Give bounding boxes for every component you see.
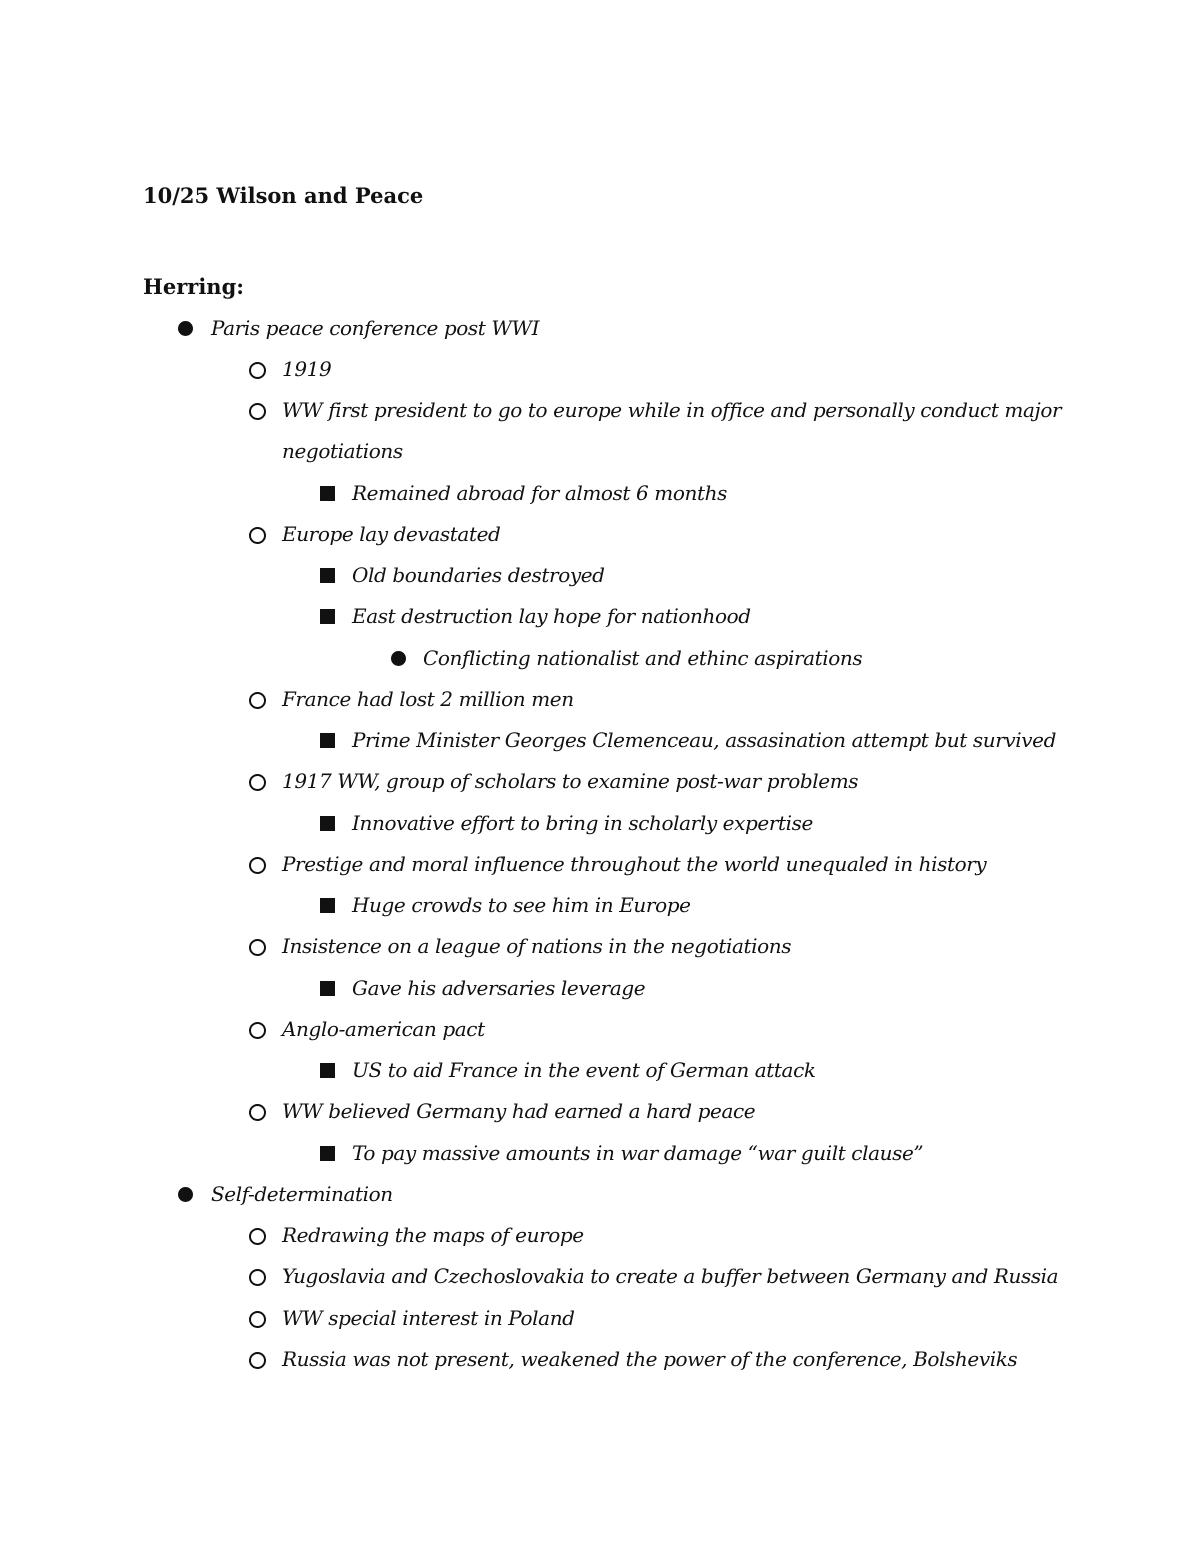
- section-heading: Herring:: [143, 274, 245, 299]
- list-item-text: Gave his adversaries leverage: [352, 976, 646, 1000]
- square-bullet-icon: [320, 486, 335, 501]
- list-item: [0, 725, 1200, 755]
- page-title: 10/25 Wilson and Peace: [143, 183, 424, 208]
- list-item-text: Conflicting nationalist and ethinc aspirations: [423, 646, 863, 670]
- square-bullet-icon: [320, 733, 335, 748]
- list-item: [0, 560, 1200, 590]
- hollow-circle-bullet-icon: [249, 527, 266, 544]
- list-item-text: Anglo-american pact: [282, 1017, 485, 1041]
- hollow-circle-bullet-icon: [249, 362, 266, 379]
- square-bullet-icon: [320, 898, 335, 913]
- list-item-text: Prime Minister Georges Clemenceau, assasination attempt but survived: [352, 728, 1056, 752]
- square-bullet-icon: [320, 1063, 335, 1078]
- square-bullet-icon: [320, 816, 335, 831]
- list-item-text: Remained abroad for almost 6 months: [352, 481, 727, 505]
- list-item: [0, 643, 1200, 673]
- list-item: [0, 313, 1200, 343]
- list-item-text: East destruction lay hope for nationhood: [352, 604, 751, 628]
- list-item-text: Europe lay devastated: [282, 522, 501, 546]
- list-item-text: Old boundaries destroyed: [352, 563, 605, 587]
- hollow-circle-bullet-icon: [249, 1352, 266, 1369]
- filled-circle-bullet-icon: [178, 321, 193, 336]
- filled-circle-bullet-icon: [391, 651, 406, 666]
- list-item: [0, 1014, 1200, 1044]
- list-item-text: 1917 WW, group of scholars to examine post-war problems: [282, 769, 859, 793]
- list-item-text: Innovative effort to bring in scholarly expertise: [352, 811, 813, 835]
- list-item-text: US to aid France in the event of German attack: [352, 1058, 816, 1082]
- hollow-circle-bullet-icon: [249, 939, 266, 956]
- hollow-circle-bullet-icon: [249, 774, 266, 791]
- list-item: [0, 354, 1200, 384]
- square-bullet-icon: [320, 609, 335, 624]
- list-item-text: Yugoslavia and Czechoslovakia to create a buffer between Germany and Russia: [282, 1264, 1059, 1288]
- hollow-circle-bullet-icon: [249, 403, 266, 420]
- list-item-continuation: negotiations: [282, 439, 403, 463]
- list-item: [0, 1055, 1200, 1085]
- hollow-circle-bullet-icon: [249, 1022, 266, 1039]
- list-item: [0, 478, 1200, 508]
- list-item-text: 1919: [282, 357, 332, 381]
- list-item-text: To pay massive amounts in war damage “war guilt clause”: [352, 1141, 924, 1165]
- filled-circle-bullet-icon: [178, 1187, 193, 1202]
- list-item: [0, 808, 1200, 838]
- list-item-text: WW believed Germany had earned a hard peace: [282, 1099, 756, 1123]
- list-item: [0, 849, 1200, 879]
- list-item: [0, 1179, 1200, 1209]
- square-bullet-icon: [320, 568, 335, 583]
- list-item: [0, 1261, 1200, 1291]
- list-item: [0, 684, 1200, 714]
- hollow-circle-bullet-icon: [249, 1104, 266, 1121]
- list-item-text: Prestige and moral influence throughout the world unequaled in history: [282, 852, 987, 876]
- list-item-text: Redrawing the maps of europe: [282, 1223, 584, 1247]
- list-item-text: Insistence on a league of nations in the negotiations: [282, 934, 792, 958]
- list-item: [0, 601, 1200, 631]
- list-item-text: Paris peace conference post WWI: [211, 316, 540, 340]
- list-item: [0, 890, 1200, 920]
- square-bullet-icon: [320, 981, 335, 996]
- list-item: [0, 766, 1200, 796]
- hollow-circle-bullet-icon: [249, 1269, 266, 1286]
- list-item-text: France had lost 2 million men: [282, 687, 574, 711]
- list-item: [0, 1344, 1200, 1374]
- list-item: [0, 519, 1200, 549]
- list-item-text: Self-determination: [211, 1182, 393, 1206]
- list-item: [0, 395, 1200, 425]
- hollow-circle-bullet-icon: [249, 692, 266, 709]
- list-item-text: WW special interest in Poland: [282, 1306, 575, 1330]
- list-item-text: WW first president to go to europe while in office and personally conduct major: [282, 398, 1062, 422]
- list-item: [0, 1138, 1200, 1168]
- list-item: [0, 1303, 1200, 1333]
- list-item-text: Huge crowds to see him in Europe: [352, 893, 691, 917]
- list-item: [0, 1220, 1200, 1250]
- list-item: [0, 973, 1200, 1003]
- list-item-text: Russia was not present, weakened the power of the conference, Bolsheviks: [282, 1347, 1018, 1371]
- hollow-circle-bullet-icon: [249, 1228, 266, 1245]
- hollow-circle-bullet-icon: [249, 857, 266, 874]
- hollow-circle-bullet-icon: [249, 1311, 266, 1328]
- list-item: [0, 931, 1200, 961]
- square-bullet-icon: [320, 1146, 335, 1161]
- list-item: [0, 1096, 1200, 1126]
